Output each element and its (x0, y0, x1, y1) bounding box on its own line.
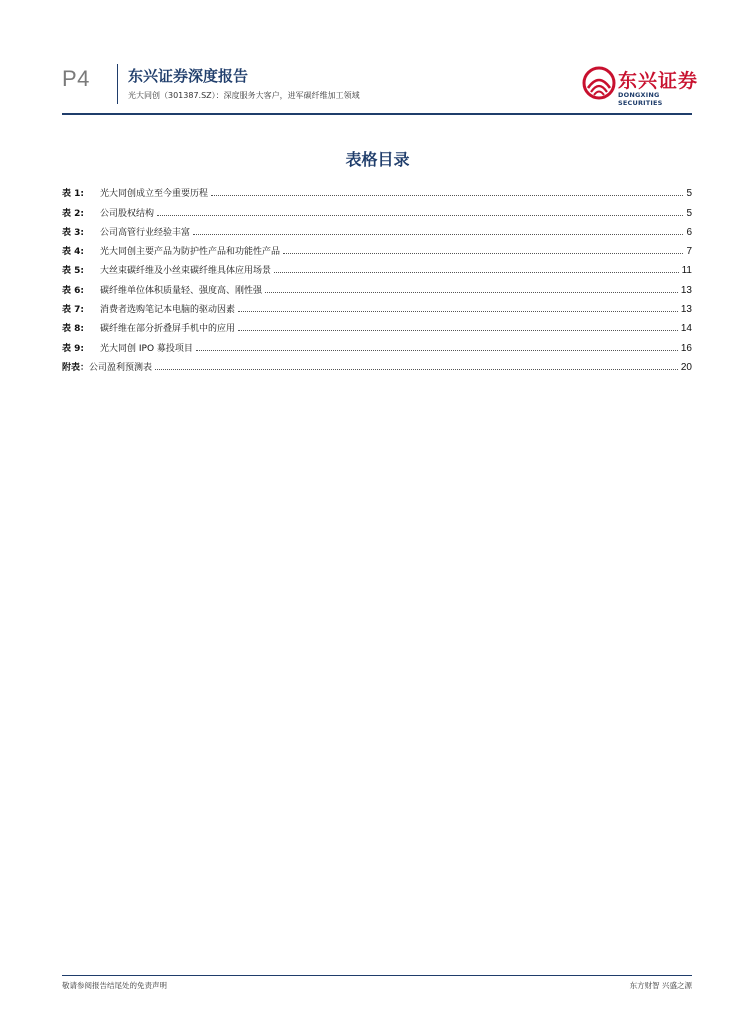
toc-entry-page: 16 (680, 342, 692, 354)
toc-entry-label: 表 5: (62, 266, 84, 277)
toc-entry[interactable] (62, 180, 692, 199)
dongxing-logo-icon (582, 66, 616, 100)
toc-entry-label: 表 8: (62, 324, 84, 335)
toc-leader-dots (211, 194, 683, 196)
toc-entry-text: 消费者选购笔记本电脑的驱动因素 (100, 305, 236, 316)
toc-entry-text: 光大同创 IPO 募投项目 (100, 343, 193, 354)
toc-leader-dots (274, 271, 679, 273)
toc-entry-text: 光大同创主要产品为防护性产品和功能性产品 (100, 247, 281, 258)
toc-leader-dots (238, 310, 678, 312)
report-subtitle: 光大同创（301387.SZ）：深度服务大客户，进军碳纤维加工领域 (128, 91, 360, 100)
toc-leader-dots (157, 214, 683, 216)
toc-entry-page: 11 (681, 265, 692, 277)
toc-entry-page: 5 (686, 207, 692, 219)
toc-entry-page: 20 (680, 361, 692, 373)
toc-entry-label: 表 2: (62, 208, 84, 219)
toc-entry[interactable] (62, 219, 692, 238)
footer-slogan: 东方财智 兴盛之源 (629, 981, 692, 990)
logo-name-en: DONGXING SECURITIES (618, 91, 663, 107)
toc-leader-dots (196, 349, 678, 351)
logo-name-cn: 东兴证券 (618, 70, 699, 92)
toc-leader-dots (265, 291, 678, 293)
footer-rule (62, 975, 692, 976)
report-title: 东兴证券深度报告 (128, 67, 249, 85)
toc-leader-dots (155, 368, 678, 370)
toc-entry[interactable] (62, 315, 692, 334)
toc-entry-page: 6 (686, 226, 692, 238)
toc-entry-label: 表 3: (62, 227, 84, 238)
toc-entry-text: 碳纤维单位体积质量轻、强度高、刚性强 (100, 285, 263, 296)
toc-entry-appendix[interactable] (62, 354, 692, 373)
toc-entry[interactable] (62, 276, 692, 295)
table-of-contents (62, 180, 692, 373)
footer-disclaimer: 敬请参阅报告结尾处的免责声明 (62, 981, 167, 990)
toc-entry-text: 公司股权结构 (100, 208, 155, 219)
toc-entry-label: 附表： (62, 362, 90, 373)
page-number: P4 (62, 66, 90, 91)
toc-entry-label: 表 9: (62, 343, 84, 354)
toc-entry-page: 5 (686, 188, 692, 200)
toc-entry[interactable] (62, 257, 692, 276)
toc-entry-page: 13 (680, 284, 692, 296)
toc-entry-text: 公司盈利预测表 (89, 362, 153, 373)
toc-entry-text: 公司高管行业经验丰富 (100, 227, 191, 238)
toc-entry-label: 表 1: (62, 189, 84, 200)
header-divider (117, 64, 118, 104)
toc-entry-label: 表 7: (62, 305, 84, 316)
toc-entry[interactable] (62, 199, 692, 218)
toc-entry-text: 大丝束碳纤维及小丝束碳纤维具体应用场景 (100, 266, 272, 277)
toc-entry-page: 14 (680, 323, 692, 335)
toc-entry[interactable] (62, 238, 692, 257)
toc-entry[interactable] (62, 296, 692, 315)
toc-entry-label: 表 4: (62, 247, 84, 258)
toc-leader-dots (193, 233, 683, 235)
company-logo (582, 66, 702, 106)
toc-entry-text: 碳纤维在部分折叠屏手机中的应用 (100, 324, 236, 335)
toc-entry-page: 13 (680, 304, 692, 316)
toc-entry-label: 表 6: (62, 285, 84, 296)
toc-leader-dots (283, 252, 683, 254)
toc-entry-text: 光大同创成立至今重要历程 (100, 189, 209, 200)
header-rule (62, 113, 692, 115)
toc-entry-page: 7 (686, 246, 692, 258)
toc-entry[interactable] (62, 334, 692, 353)
toc-title: 表格目录 (345, 150, 410, 169)
toc-leader-dots (238, 329, 678, 331)
